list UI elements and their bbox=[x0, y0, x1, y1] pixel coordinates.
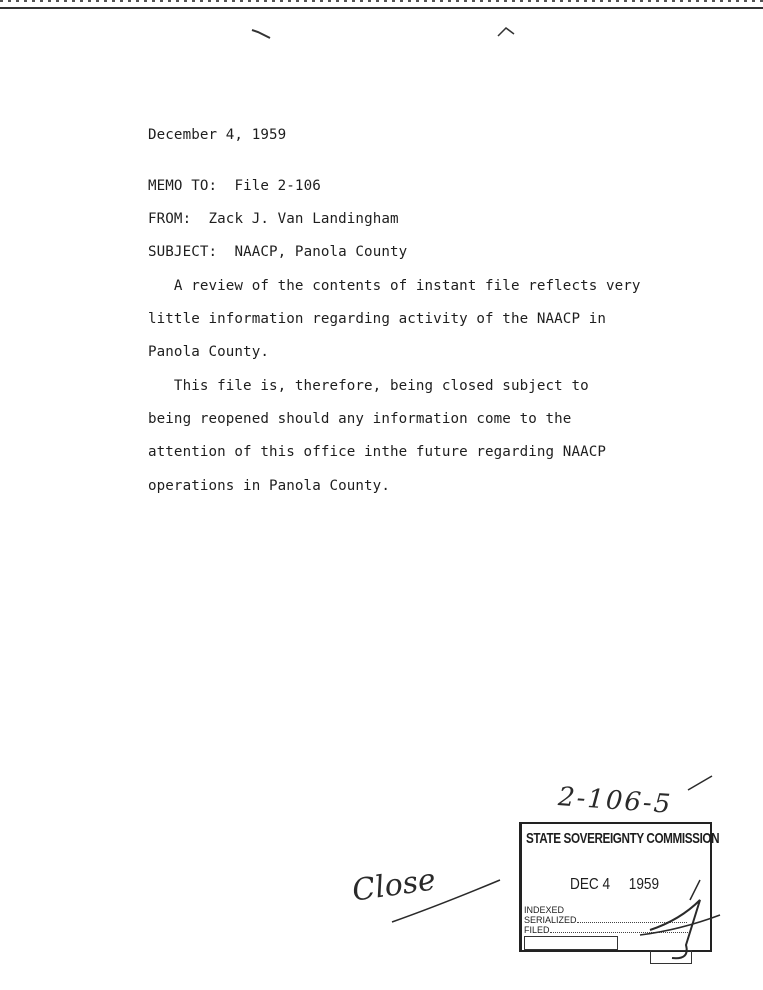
memo-date: December 4, 1959 bbox=[148, 127, 287, 143]
handwritten-file-number: 2-106-5 bbox=[557, 782, 674, 820]
paragraph2-line: attention of this office inthe future regarding NAACP bbox=[148, 444, 607, 460]
stamp-filed: FILED bbox=[524, 925, 688, 935]
paragraph2-line: operations in Panola County. bbox=[148, 478, 390, 494]
memo-to-value: File 2-106 bbox=[234, 178, 321, 194]
paragraph2-line: being reopened should any information come to the bbox=[148, 411, 572, 427]
stamp-date-year: 1959 bbox=[628, 876, 660, 893]
memo-to-label: MEMO TO: bbox=[148, 178, 218, 194]
stamp-title: STATE SOVEREIGNTY COMMISSION bbox=[526, 830, 720, 847]
paragraph1-line: Panola County. bbox=[148, 344, 269, 360]
handwritten-close-note: Close bbox=[349, 862, 438, 909]
paragraph1-line: A review of the contents of instant file reflects very bbox=[148, 278, 641, 294]
stamp-date-day: DEC 4 bbox=[570, 876, 611, 893]
memo-from-value: Zack J. Van Landingham bbox=[208, 211, 399, 227]
stamp-indexed: INDEXED bbox=[524, 905, 565, 915]
stamp-serialized: SERIALIZED bbox=[524, 915, 687, 925]
memo-subject-value: NAACP, Panola County bbox=[234, 244, 408, 260]
memo-subject-label: SUBJECT: bbox=[148, 244, 218, 260]
paragraph1-line: little information regarding activity of the NAACP in bbox=[148, 311, 607, 327]
paragraph2-line: This file is, therefore, being closed subject to bbox=[148, 378, 589, 394]
memo-from-label: FROM: bbox=[148, 211, 192, 227]
